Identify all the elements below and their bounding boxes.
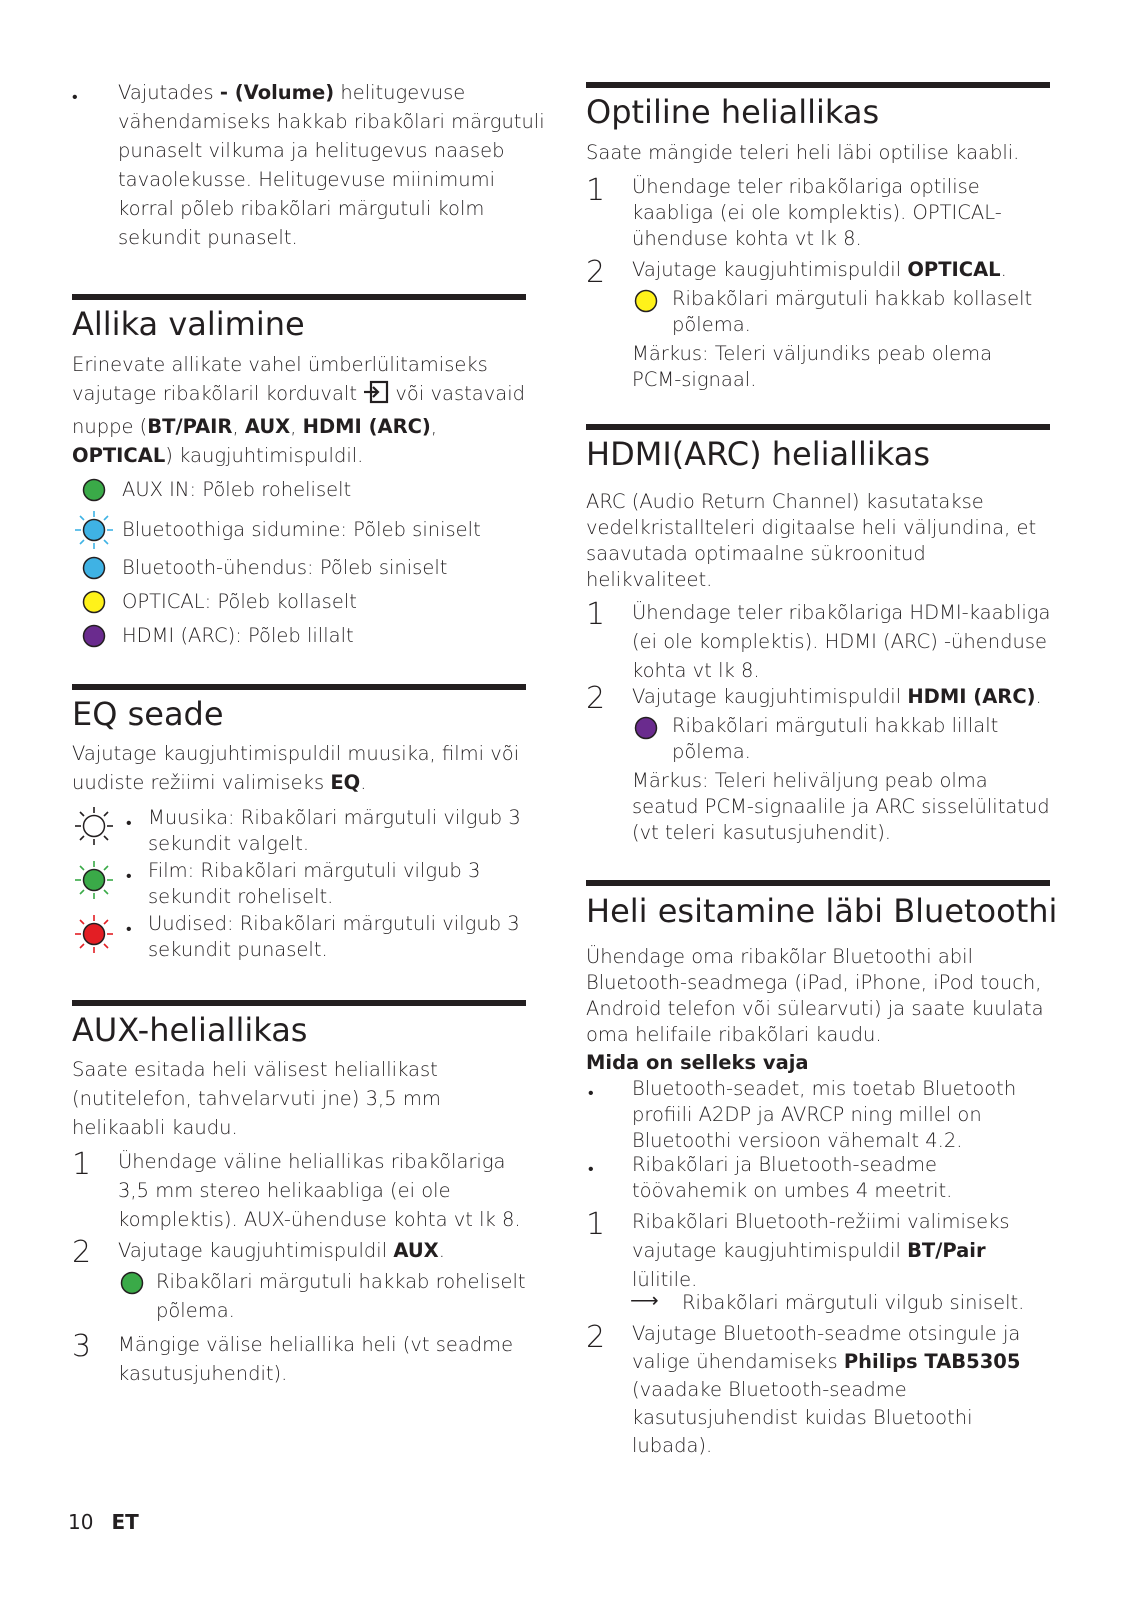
page-number: 10 — [68, 1510, 94, 1534]
section-title-hdmi: HDMI(ARC) heliallikas — [586, 435, 931, 473]
bullet-dot: • — [588, 1159, 594, 1178]
led-list-item: HDMI (ARC): Põleb lillalt — [122, 624, 354, 647]
aux-intro: Saate esitada heli välisest heliallikast (nutitelefon, tahvelarvuti jne) 3,5 mm helikaabli kaudu. — [72, 1058, 441, 1139]
step-number: 2 — [586, 681, 606, 716]
led-list-item: Bluetooth-ühendus: Põleb siniselt — [122, 556, 448, 579]
bt-requirements-title: Mida on selleks vaja — [586, 1051, 809, 1074]
allika-intro: Erinevate allikate vahel ümberlülitamiseks vajutage ribakõlaril korduvalt või vastavaid nuppe (BT/PAIR, AUX, HDMI (ARC), OPTICAL) kaugjuhtimispuldil. — [72, 353, 525, 467]
eq-mode-item: Film: Ribakõlari märgutuli vilgub 3 sekundit roheliselt. — [148, 859, 481, 908]
section-rule — [72, 684, 526, 690]
bt-requirement-item: Bluetooth-seadet, mis toetab Bluetooth profiili A2DP ja AVRCP ning millel on Bluetoothi versioon vähemalt 4.2. — [632, 1077, 1017, 1152]
bullet-dot: • — [588, 1083, 594, 1102]
eq-intro: Vajutage kaugjuhtimispuldil muusika, filmi või uudiste režiimi valimiseks EQ. — [72, 742, 520, 794]
bullet-dot: • — [126, 813, 132, 832]
bt-step-1: Ribakõlari Bluetooth-režiimi valimiseks vajutage kaugjuhtimispuldil BT/Pair lülitile. — [632, 1210, 1010, 1291]
section-title-aux: AUX-heliallikas — [72, 1011, 308, 1049]
led-red-flashing-icon — [74, 914, 114, 962]
result-arrow-icon: ⟶ — [630, 1288, 659, 1312]
optical-intro: Saate mängide teleri heli läbi optilise kaabli. — [586, 141, 1020, 164]
aux-step-1: Ühendage väline heliallikas ribakõlariga 3,5 mm stereo helikaabliga (ei ole komplektis). AUX-ühenduse kohta vt lk 8. — [118, 1150, 521, 1231]
bt-step-2: Vajutage Bluetooth-seadme otsingule ja valige ühendamiseks Philips TAB5305 (vaadake Bluetooth-seadme kasutusjuhendist kuidas Bluetoothi lubada). — [632, 1322, 1021, 1457]
step-number: 2 — [586, 255, 606, 290]
led-list-item: Bluetoothiga sidumine: Põleb siniselt — [122, 518, 481, 541]
bullet-dot: • — [126, 866, 132, 885]
led-list-item: AUX IN: Põleb roheliselt — [122, 478, 352, 501]
step-number: 2 — [72, 1235, 92, 1270]
step-number: 1 — [586, 173, 606, 208]
section-rule — [586, 880, 1050, 886]
led-purple-icon — [82, 624, 106, 656]
bt-step-1-result: Ribakõlari märgutuli vilgub siniselt. — [682, 1291, 1025, 1314]
section-title-allika: Allika valimine — [72, 305, 305, 343]
section-rule — [586, 82, 1050, 88]
aux-step-2: Vajutage kaugjuhtimispuldil AUX. — [118, 1239, 445, 1262]
step-number: 1 — [72, 1147, 92, 1182]
led-yellow-icon — [634, 289, 658, 321]
led-green-icon — [120, 1271, 144, 1303]
eq-mode-item: Muusika: Ribakõlari märgutuli vilgub 3 sekundit valgelt. — [148, 806, 521, 855]
hdmi-led-note: Ribakõlari märgutuli hakkab lillalt põlema. — [672, 714, 999, 763]
bt-requirement-item: Ribakõlari ja Bluetooth-seadme töövahemik on umbes 4 meetrit. — [632, 1153, 953, 1202]
page-footer — [68, 1510, 139, 1534]
optical-led-note: Ribakõlari märgutuli hakkab kollaselt põlema. — [672, 287, 1033, 336]
section-title-optical: Optiline heliallikas — [586, 93, 880, 131]
led-yellow-icon — [82, 590, 106, 622]
step-number: 2 — [586, 1320, 606, 1355]
bt-intro: Ühendage oma ribakõlar Bluetoothi abil Bluetooth-seadmega (iPad, iPhone, iPod touch, Android telefon või sülearvuti) ja saate kuulata oma helifaile ribakõlari kaudu. — [586, 945, 1044, 1046]
bullet-dot: • — [72, 87, 78, 106]
aux-led-note: Ribakõlari märgutuli hakkab roheliselt põlema. — [156, 1270, 526, 1322]
step-number: 1 — [586, 1207, 606, 1242]
step-number: 3 — [72, 1329, 92, 1364]
section-title-bluetooth: Heli esitamine läbi Bluetoothi — [586, 892, 1058, 930]
eq-mode-item: Uudised: Ribakõlari märgutuli vilgub 3 sekundit punaselt. — [148, 912, 520, 961]
optical-step-1: Ühendage teler ribakõlariga optilise kaabliga (ei ole komplektis). OPTICAL-ühenduse kohta vt lk 8. — [632, 175, 1002, 250]
volume-note: Vajutades - (Volume) helitugevuse vähendamiseks hakkab ribakõlari märgutuli punaselt vilkuma ja helitugevus naaseb tavaolekusse. Helitugevuse miinimumi korral põleb ribakõlari märgutuli kolm sekundit punaselt. — [118, 81, 545, 249]
hdmi-step-1: Ühendage teler ribakõlariga HDMI-kaabliga (ei ole komplektis). HDMI (ARC) -ühenduse kohta vt lk 8. — [632, 601, 1051, 682]
bullet-dot: • — [126, 919, 132, 938]
led-green-flashing-icon — [74, 860, 114, 908]
section-rule — [72, 1000, 526, 1006]
led-green-icon — [82, 478, 106, 510]
source-switch-icon — [363, 380, 389, 412]
aux-step-3: Mängige välise heliallika heli (vt seadme kasutusjuhendit). — [118, 1333, 514, 1385]
section-rule — [72, 294, 526, 300]
section-title-eq: EQ seade — [72, 695, 224, 733]
step-number: 1 — [586, 597, 606, 632]
hdmi-remark: Märkus: Teleri heliväljung peab olma seatud PCM-signaalile ja ARC sisselülitatud (vt teleri kasutusjuhendit). — [632, 769, 1050, 844]
led-white-flashing-icon — [74, 806, 114, 854]
language-code: ET — [111, 1510, 139, 1534]
led-blue-flashing-icon — [74, 510, 114, 558]
led-list-item: OPTICAL: Põleb kollaselt — [122, 590, 357, 613]
section-rule — [586, 424, 1050, 430]
optical-step-2: Vajutage kaugjuhtimispuldil OPTICAL. — [632, 258, 1007, 281]
led-purple-icon — [634, 716, 658, 748]
hdmi-intro: ARC (Audio Return Channel) kasutatakse vedelkristallteleri digitaalse heli väljundina, et saavutada optimaalne sükroonitud helikvaliteet. — [586, 490, 1037, 591]
hdmi-step-2: Vajutage kaugjuhtimispuldil HDMI (ARC). — [632, 685, 1042, 708]
led-blue-icon — [82, 556, 106, 588]
optical-remark: Märkus: Teleri väljundiks peab olema PCM-signaal. — [632, 342, 993, 391]
